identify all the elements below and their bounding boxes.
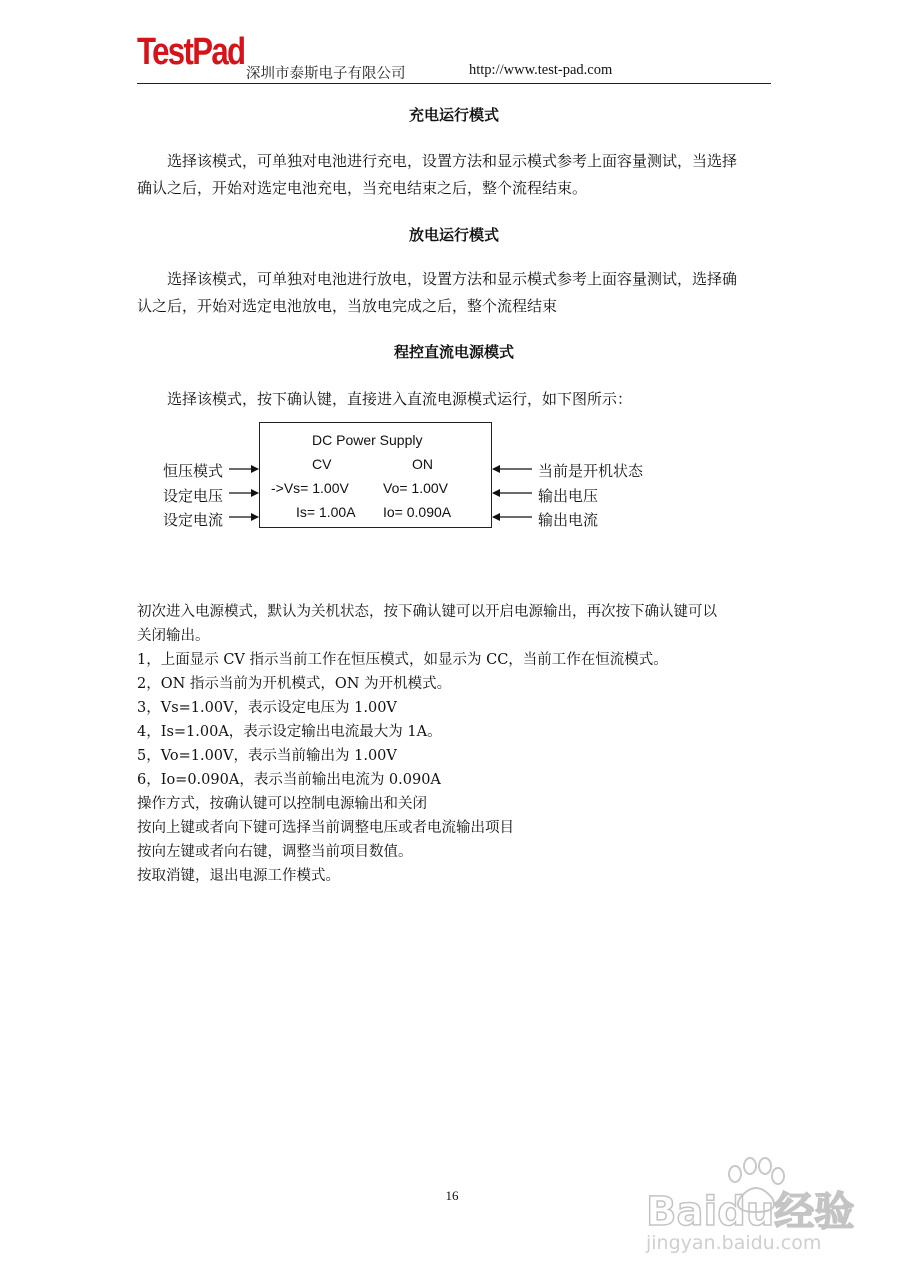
body-line: 按向左键或者向右键，调整当前项目数值。	[137, 844, 413, 860]
body-line: 5，Vo=1.00V，表示当前输出为 1.00V	[137, 748, 397, 764]
section-line: 确认之后，开始对选定电池充电，当充电结束之后，整个流程结束。	[137, 179, 588, 197]
company-name: 深圳市泰斯电子有限公司	[246, 66, 406, 82]
body-line: 操作方式，按确认键可以控制电源输出和关闭	[137, 796, 427, 812]
lcd-state: ON	[412, 456, 433, 472]
section-title-discharge: 放电运行模式	[408, 226, 499, 244]
body-line: 2，ON 指示当前为开机模式，ON 为开机模式。	[137, 676, 452, 692]
baidu-watermark	[640, 1150, 890, 1270]
section-title-dc-supply: 程控直流电源模式	[393, 343, 514, 361]
lcd-output-voltage: Vo= 1.00V	[383, 480, 449, 496]
lcd-set-voltage: ->Vs= 1.00V	[271, 480, 349, 496]
body-line: 3，Vs=1.00V，表示设定电压为 1.00V	[137, 700, 397, 716]
section-line: 选择该模式，可单独对电池进行充电，设置方法和显示模式参考上面容量测试，当选择	[167, 152, 738, 170]
label-on-state: 当前是开机状态	[538, 462, 644, 480]
section-title-charge: 充电运行模式	[408, 106, 499, 124]
label-set-current: 设定电流	[163, 511, 224, 529]
lcd-mode: CV	[312, 456, 332, 472]
section-line: 选择该模式，可单独对电池进行放电，设置方法和显示模式参考上面容量测试，选择确	[167, 270, 738, 288]
lcd-set-current: Is= 1.00A	[296, 504, 356, 520]
body-line: 初次进入电源模式，默认为关机状态，按下确认键可以开启电源输出，再次按下确认键可以	[137, 604, 717, 620]
lcd-output-current: Io= 0.090A	[383, 504, 452, 520]
testpad-logo: TestPad	[137, 31, 245, 73]
section-line: 认之后，开始对选定电池放电，当放电完成之后，整个流程结束	[137, 297, 558, 315]
diagram-arrows	[0, 0, 904, 600]
watermark-brand: Baidu经验	[646, 1189, 855, 1235]
label-set-voltage: 设定电压	[163, 487, 224, 505]
page-number: 16	[445, 1188, 459, 1203]
company-url: http://www.test-pad.com	[469, 62, 613, 78]
label-cv-mode: 恒压模式	[163, 462, 224, 480]
label-output-voltage: 输出电压	[538, 487, 599, 505]
body-line: 按向上键或者向下键可选择当前调整电压或者电流输出项目	[137, 820, 514, 836]
body-line: 按取消键，退出电源工作模式。	[137, 868, 340, 884]
body-line: 6，Io=0.090A，表示当前输出电流为 0.090A	[137, 772, 441, 788]
body-line: 4，Is=1.00A，表示设定输出电流最大为 1A。	[137, 724, 442, 740]
lcd-title: DC Power Supply	[312, 432, 423, 448]
watermark-url: jingyan.baidu.com	[646, 1232, 822, 1254]
body-line: 关闭输出。	[137, 628, 210, 644]
label-output-current: 输出电流	[538, 511, 599, 529]
section-line: 选择该模式，按下确认键，直接进入直流电源模式运行，如下图所示：	[167, 390, 633, 408]
body-line: 1，上面显示 CV 指示当前工作在恒压模式，如显示为 CC，当前工作在恒流模式。	[137, 652, 668, 668]
